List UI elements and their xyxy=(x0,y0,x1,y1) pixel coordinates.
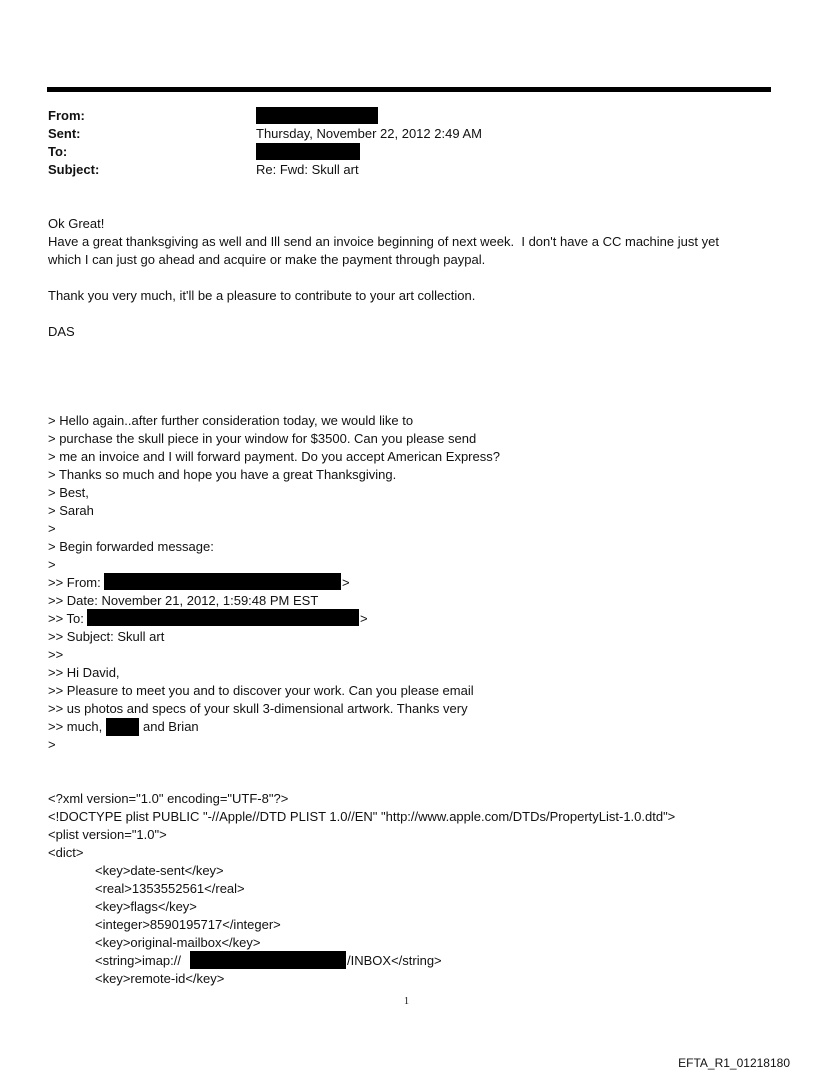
plist-line: <!DOCTYPE plist PUBLIC "-//Apple//DTD PLIST 1.0//EN" "http://www.apple.com/DTDs/PropertyList-1.0.dtd"> xyxy=(48,809,676,824)
quoted-line: > Begin forwarded message: xyxy=(48,539,214,554)
quoted-line: > purchase the skull piece in your window for $3500. Can you please send xyxy=(48,431,477,446)
plist-line-end: /INBOX</string> xyxy=(347,953,442,968)
signature: DAS xyxy=(48,324,75,339)
redaction-to xyxy=(256,143,360,160)
quoted-line: > me an invoice and I will forward payment. Do you accept American Express? xyxy=(48,449,500,464)
plist-line: <key>remote-id</key> xyxy=(95,971,225,986)
sent-label: Sent: xyxy=(48,126,81,141)
body-line: which I can just go ahead and acquire or make the payment through paypal. xyxy=(48,252,486,267)
plist-line: <real>1353552561</real> xyxy=(95,881,245,896)
document-id: EFTA_R1_01218180 xyxy=(678,1056,790,1070)
body-line: Thank you very much, it'll be a pleasure to contribute to your art collection. xyxy=(48,288,476,303)
quoted-line: > xyxy=(48,737,56,752)
plist-line: <key>date-sent</key> xyxy=(95,863,224,878)
plist-line: <key>flags</key> xyxy=(95,899,197,914)
plist-line: <plist version="1.0"> xyxy=(48,827,167,842)
plist-line: <?xml version="1.0" encoding="UTF-8"?> xyxy=(48,791,289,806)
from-label: From: xyxy=(48,108,85,123)
quoted-from-label: >> From: xyxy=(48,575,101,590)
quoted-line: > Thanks so much and hope you have a great Thanksgiving. xyxy=(48,467,397,482)
quoted-line: >> us photos and specs of your skull 3-dimensional artwork. Thanks very xyxy=(48,701,468,716)
quoted-line: > Best, xyxy=(48,485,89,500)
redaction-mailbox xyxy=(190,951,346,969)
quoted-subject: >> Subject: Skull art xyxy=(48,629,165,644)
subject-value: Re: Fwd: Skull art xyxy=(256,162,359,177)
quoted-line: > xyxy=(48,521,56,536)
plist-line: <string>imap:// xyxy=(95,953,181,968)
header-rule xyxy=(47,87,771,92)
page-number: 1 xyxy=(404,996,409,1007)
quoted-line: > Sarah xyxy=(48,503,94,518)
quoted-line: >> Hi David, xyxy=(48,665,120,680)
plist-line: <integer>8590195717</integer> xyxy=(95,917,281,932)
redaction-quoted-from xyxy=(104,573,341,590)
to-label: To: xyxy=(48,144,68,159)
body-line: Ok Great! xyxy=(48,216,105,231)
quoted-line: >> Pleasure to meet you and to discover your work. Can you please email xyxy=(48,683,474,698)
body-line: Have a great thanksgiving as well and Ill send an invoice beginning of next week. I don't have a CC machine just yet xyxy=(48,234,719,249)
quoted-line: >> much, xyxy=(48,719,103,734)
quoted-line: > xyxy=(48,557,56,572)
sent-value: Thursday, November 22, 2012 2:49 AM xyxy=(256,126,482,141)
plist-line: <key>original-mailbox</key> xyxy=(95,935,261,950)
quoted-line: > Hello again..after further consideration today, we would like to xyxy=(48,413,414,428)
plist-line: <dict> xyxy=(48,845,84,860)
quoted-from-end: > xyxy=(342,575,350,590)
quoted-to-end: > xyxy=(360,611,368,626)
redaction-name xyxy=(106,718,139,736)
quoted-line: >> xyxy=(48,647,64,662)
quoted-line-end: and Brian xyxy=(143,719,199,734)
quoted-date: >> Date: November 21, 2012, 1:59:48 PM EST xyxy=(48,593,319,608)
subject-label: Subject: xyxy=(48,162,100,177)
redaction-quoted-to xyxy=(87,609,359,626)
quoted-to-label: >> To: xyxy=(48,611,84,626)
redaction-from xyxy=(256,107,378,124)
